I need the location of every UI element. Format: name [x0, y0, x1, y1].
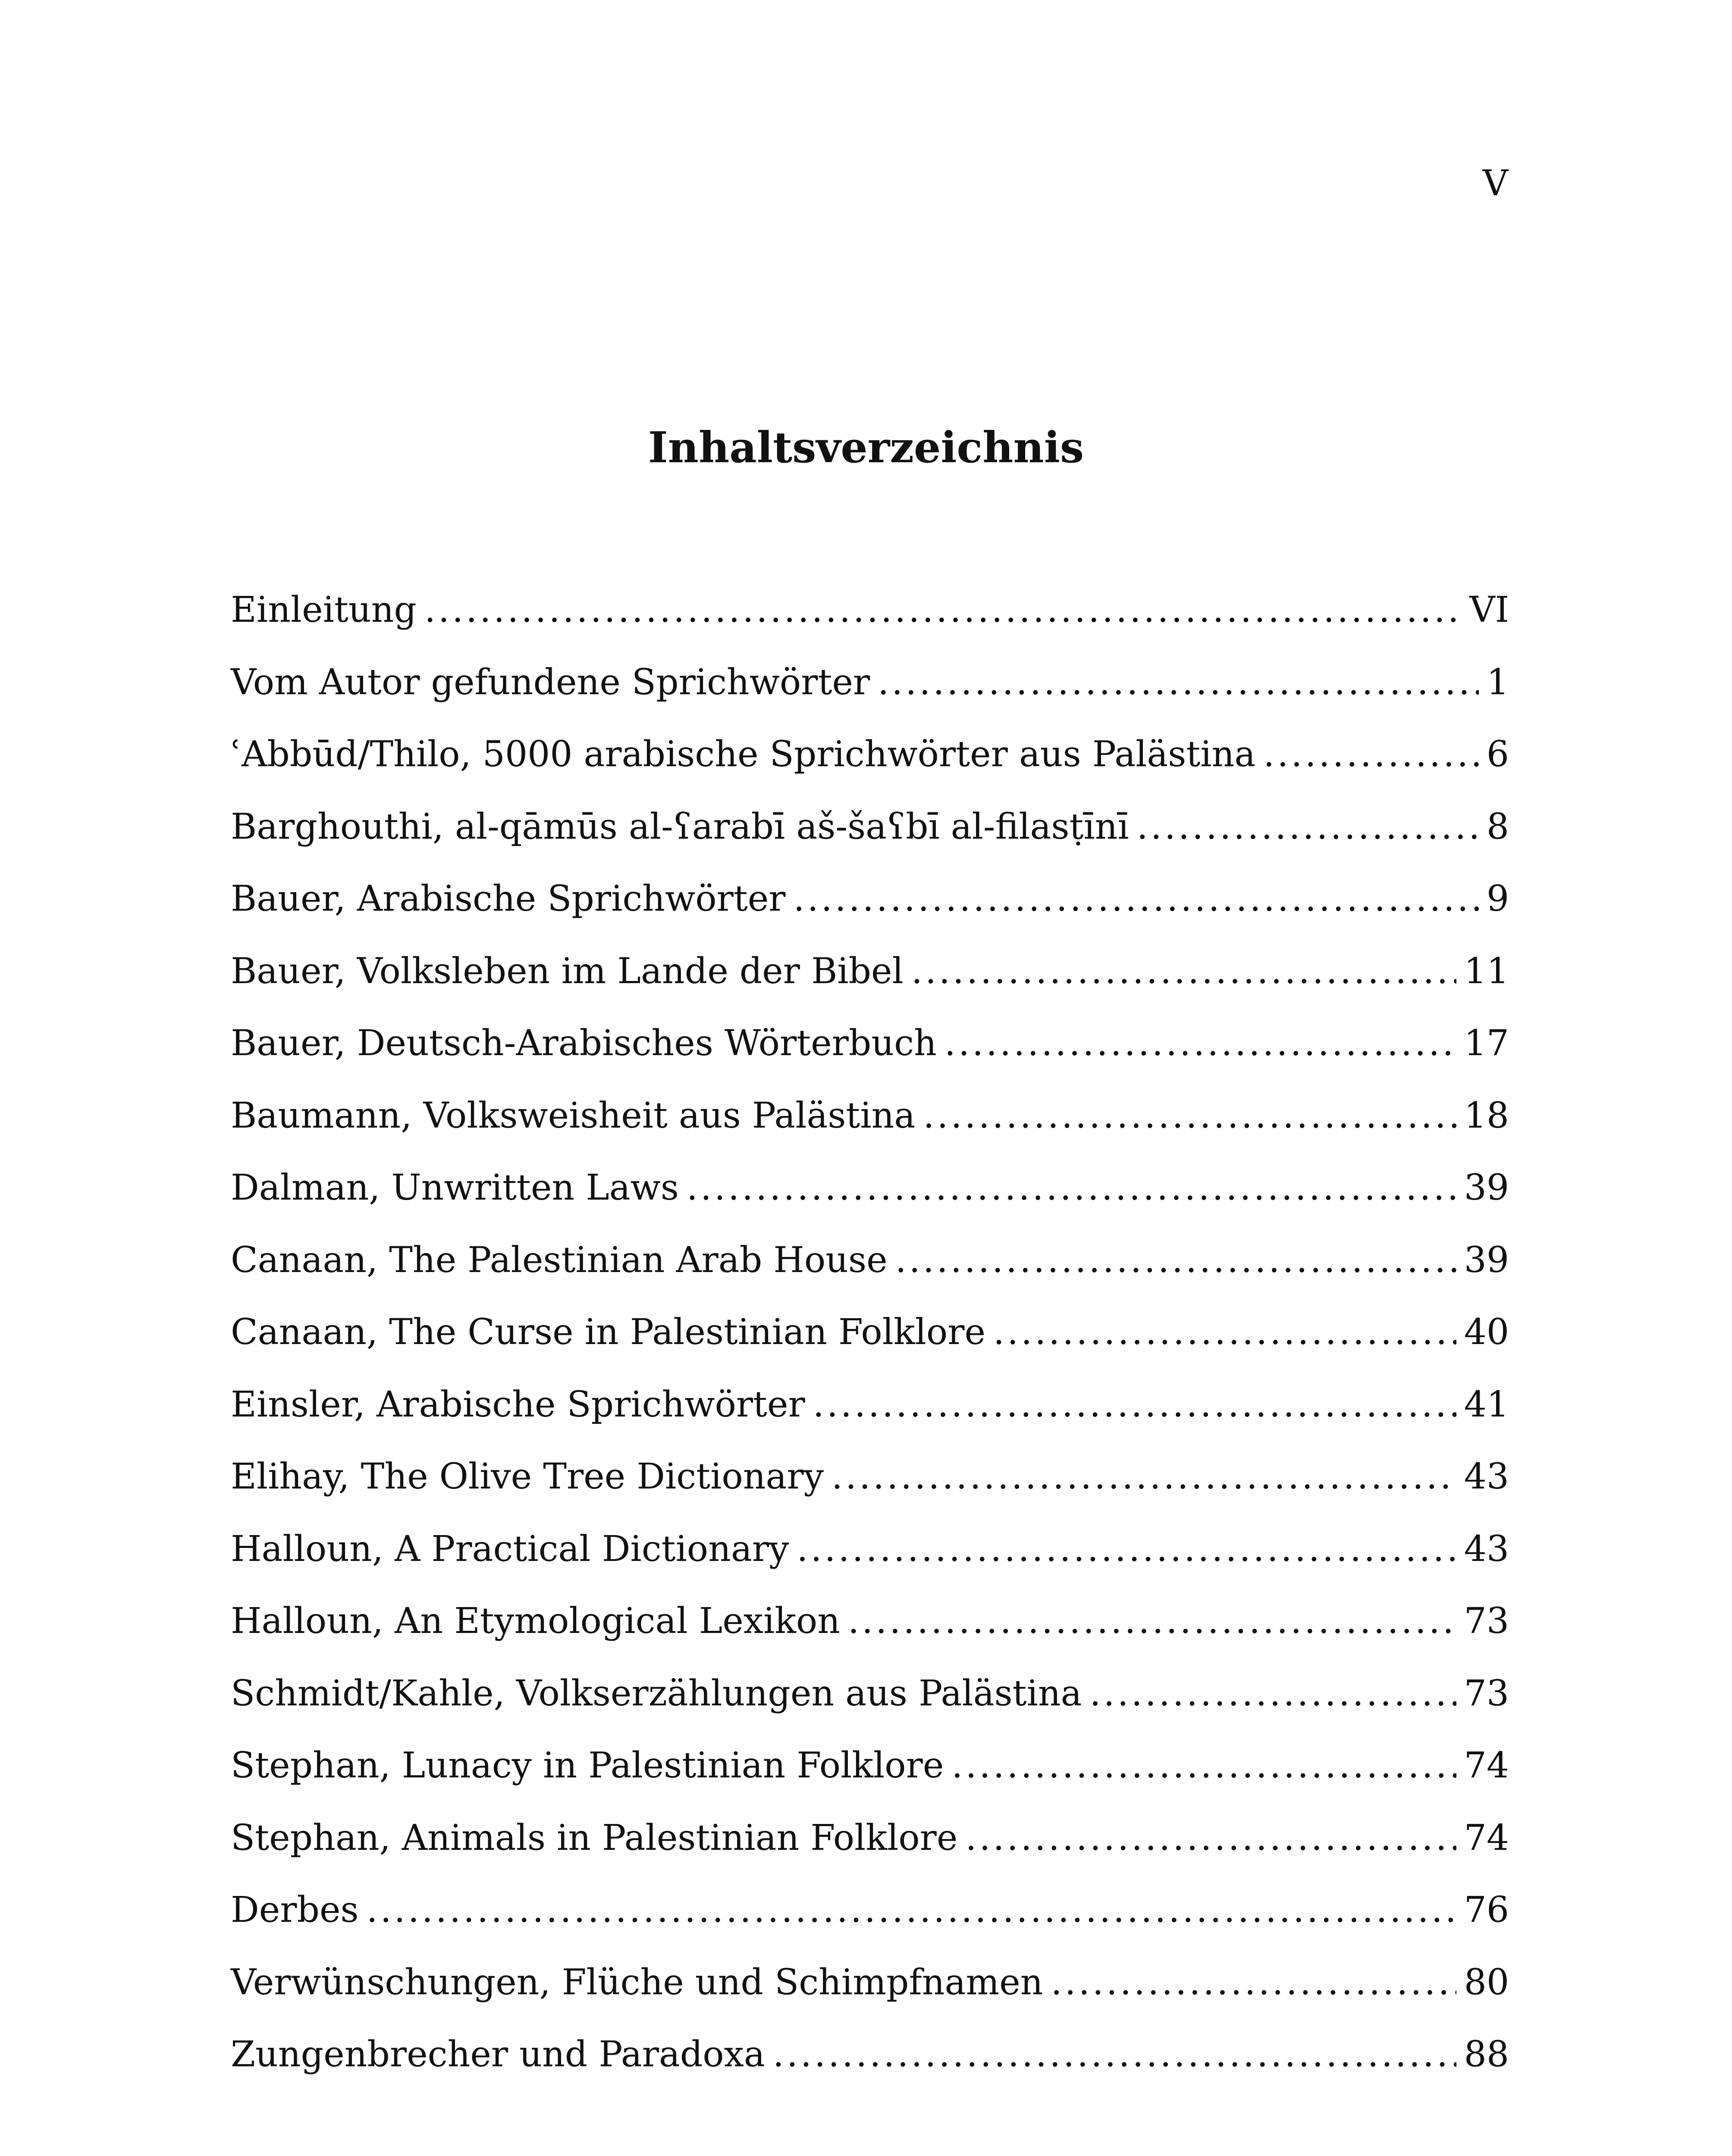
toc-entry [231, 1166, 1509, 1239]
toc-entry-page: 11 [1464, 950, 1509, 992]
toc-entry [231, 1022, 1509, 1094]
toc-leader-dots [993, 1311, 1456, 1354]
toc-entry-page: 43 [1464, 1528, 1509, 1570]
toc-entry-page: 18 [1464, 1095, 1509, 1136]
toc-entry-page: 39 [1464, 1167, 1509, 1208]
toc-leader-dots [797, 1528, 1456, 1571]
toc-entry [231, 1600, 1509, 1672]
toc-leader-dots [878, 661, 1479, 704]
toc-entry-page: 39 [1464, 1239, 1509, 1281]
page-title: Inhaltsverzeichnis [648, 423, 1084, 473]
toc-entry-title: Barghouthi, al-qāmūs al-ʕarabī aš-šaʕbī al-filasṭīnī [231, 806, 1129, 847]
toc-entry-title: Schmidt/Kahle, Volkserzählungen aus Palästina [231, 1673, 1082, 1714]
toc-leader-dots [687, 1166, 1456, 1210]
toc-entry [231, 1239, 1509, 1311]
toc-entry-page: 9 [1486, 878, 1509, 919]
toc-entry-page: 17 [1464, 1023, 1509, 1064]
toc-leader-dots [1090, 1672, 1456, 1715]
toc-entry [231, 1311, 1509, 1383]
toc-leader-dots [911, 950, 1456, 993]
toc-leader-dots [1263, 733, 1479, 776]
toc-entry-page: 74 [1464, 1745, 1509, 1786]
toc-entry [231, 877, 1509, 950]
toc-entry-page: 8 [1486, 806, 1509, 847]
toc-entry [231, 2033, 1509, 2106]
toc-entry-title: Zungenbrecher und Paradoxa [231, 2034, 765, 2075]
toc-entry [231, 589, 1509, 661]
toc-leader-dots [923, 1094, 1456, 1138]
toc-entry-title: Bauer, Deutsch-Arabisches Wörterbuch [231, 1023, 937, 1064]
toc-entry [231, 661, 1509, 733]
toc-entry-page: 1 [1486, 661, 1509, 703]
toc-entry-title: Halloun, An Etymological Lexikon [231, 1601, 841, 1642]
toc-entry [231, 1672, 1509, 1745]
toc-entry-title: Canaan, The Palestinian Arab House [231, 1239, 888, 1281]
toc-entry-page: 73 [1464, 1673, 1509, 1714]
toc-leader-dots [1137, 805, 1479, 849]
toc-leader-dots [424, 589, 1462, 632]
toc-entry [231, 1383, 1509, 1456]
toc-entry-page: 73 [1464, 1601, 1509, 1642]
toc-leader-dots [831, 1455, 1456, 1498]
toc-entry [231, 1889, 1509, 1961]
toc-entry-title: Elihay, The Olive Tree Dictionary [231, 1456, 824, 1497]
toc-entry-page: VI [1469, 589, 1509, 630]
toc-entry-title: Einsler, Arabische Sprichwörter [231, 1384, 805, 1425]
toc-entry-title: Halloun, A Practical Dictionary [231, 1528, 789, 1570]
toc-entry [231, 1744, 1509, 1817]
toc-entry-page: 80 [1464, 1962, 1509, 2003]
toc-entry-title: ʿAbbūd/Thilo, 5000 arabische Sprichwörter aus Palästina [231, 734, 1256, 775]
toc-entry [231, 950, 1509, 1022]
toc-entry-page: 40 [1464, 1312, 1509, 1353]
toc-leader-dots [944, 1022, 1456, 1065]
toc-entry [231, 1961, 1509, 2034]
toc-leader-dots [794, 877, 1479, 921]
toc-leader-dots [773, 2033, 1456, 2076]
toc-entry-title: Derbes [231, 1890, 359, 1930]
toc-entry-page: 6 [1486, 734, 1509, 775]
toc-entry-title: Dalman, Unwritten Laws [231, 1167, 679, 1208]
toc-entry-page: 41 [1464, 1384, 1509, 1425]
toc-leader-dots [1051, 1961, 1456, 2004]
toc-entry-title: Baumann, Volksweisheit aus Palästina [231, 1095, 916, 1136]
toc-leader-dots [813, 1383, 1456, 1426]
toc-entry-title: Verwünschungen, Flüche und Schimpfnamen [231, 1962, 1043, 2003]
toc-entry-page: 76 [1464, 1890, 1509, 1930]
toc-entry-title: Bauer, Arabische Sprichwörter [231, 878, 786, 919]
toc-entry [231, 1455, 1509, 1528]
toc-entry-title: Einleitung [231, 589, 417, 630]
toc-entry-page: 88 [1464, 2034, 1509, 2075]
toc-leader-dots [367, 1889, 1456, 1932]
toc-leader-dots [848, 1600, 1456, 1643]
toc-entry-title: Bauer, Volksleben im Lande der Bibel [231, 950, 904, 992]
toc-entry-title: Vom Autor gefundene Sprichwörter [231, 661, 870, 703]
toc-entry [231, 1817, 1509, 1889]
toc-entry [231, 1094, 1509, 1167]
toc-entry [231, 805, 1509, 878]
table-of-contents [231, 589, 1509, 2106]
toc-leader-dots [895, 1239, 1456, 1282]
toc-entry-title: Canaan, The Curse in Palestinian Folklore [231, 1312, 985, 1353]
toc-leader-dots [951, 1744, 1456, 1787]
toc-entry-title: Stephan, Lunacy in Palestinian Folklore [231, 1745, 944, 1786]
toc-entry-page: 43 [1464, 1456, 1509, 1497]
toc-leader-dots [965, 1817, 1456, 1860]
page-number: V [1482, 163, 1508, 204]
toc-entry [231, 1528, 1509, 1600]
toc-entry-page: 74 [1464, 1817, 1509, 1858]
toc-entry-title: Stephan, Animals in Palestinian Folklore [231, 1817, 958, 1858]
toc-entry [231, 733, 1509, 805]
